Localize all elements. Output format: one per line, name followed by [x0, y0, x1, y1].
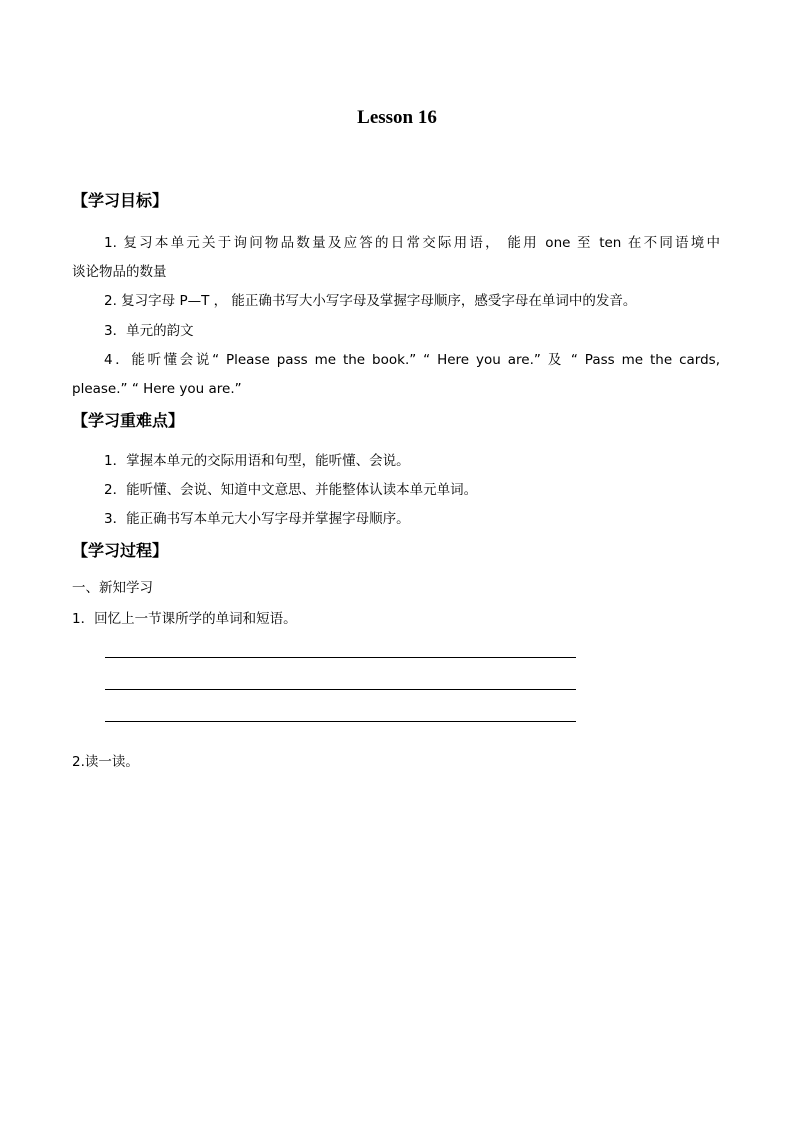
recall-task: 1．回忆上一节课所学的单词和短语。 [72, 611, 297, 627]
key-points-heading: 【学习重难点】 [72, 411, 185, 430]
process-heading: 【学习过程】 [72, 541, 169, 560]
key-point-item-3: 3．能正确书写本单元大小写字母并掌握字母顺序。 [104, 511, 410, 527]
answer-line-1 [105, 657, 576, 658]
objective-item-1: 1. 复习本单元关于询问物品数量及应答的日常交际用语， 能用 one 至 ten 在不同语境中 [104, 235, 720, 251]
key-point-item-2: 2．能听懂、会说、知道中文意思、并能整体认读本单元单词。 [104, 482, 478, 498]
new-learning-label: 一、新知学习 [72, 580, 153, 596]
objective-item-1-cont: 谈论物品的数量 [72, 264, 167, 280]
objective-item-3: 3．单元的韵文 [104, 323, 194, 339]
objective-item-4-cont: please.” “ Here you are.” [72, 381, 242, 397]
answer-line-2 [105, 689, 576, 690]
objective-item-4: 4．能听懂会说“ Please pass me the book.” “ Here you are.” 及 “ Pass me the cards, [104, 352, 720, 368]
key-point-item-1: 1．掌握本单元的交际用语和句型，能听懂、会说。 [104, 453, 410, 469]
lesson-title: Lesson 16 [357, 107, 437, 128]
read-task: 2.读一读。 [72, 754, 139, 770]
objective-item-2: 2. 复习字母 P—T ， 能正确书写大小写字母及掌握字母顺序，感受字母在单词中的发音。 [104, 293, 637, 309]
objectives-heading: 【学习目标】 [72, 191, 169, 210]
answer-line-3 [105, 721, 576, 722]
